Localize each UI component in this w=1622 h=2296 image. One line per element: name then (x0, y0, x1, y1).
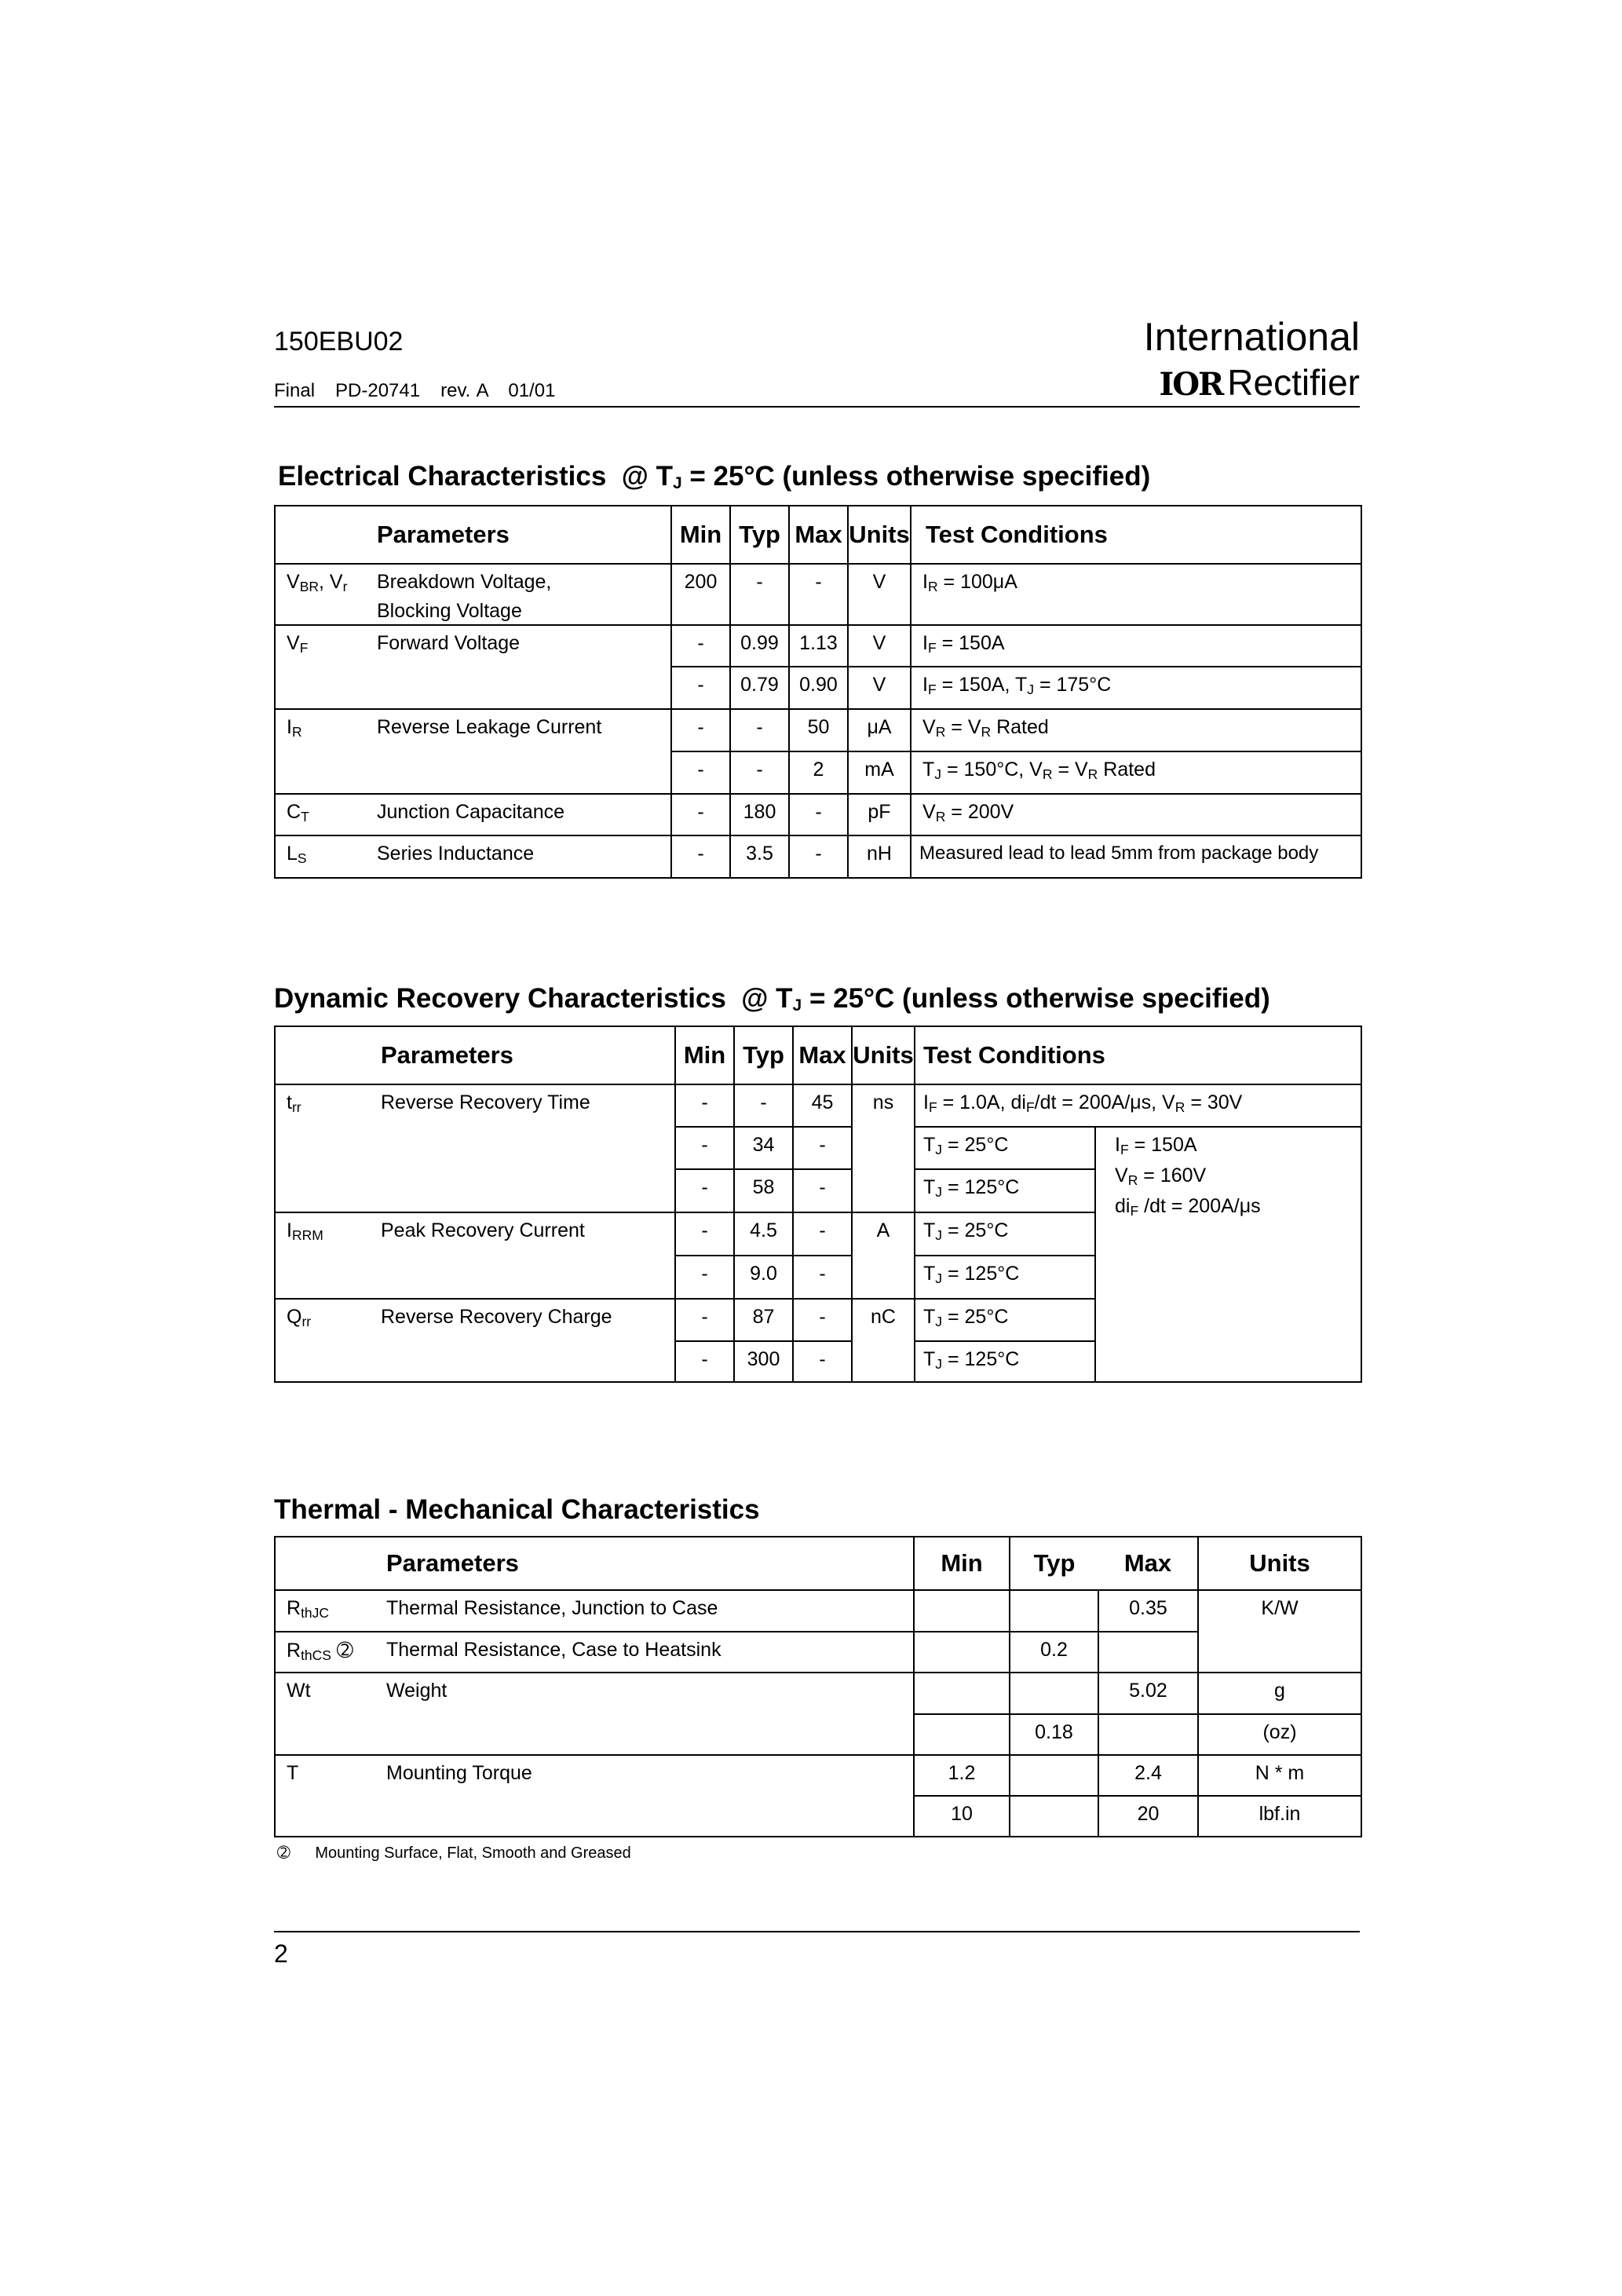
symbol-irrm: $I_{RRM}$ (275, 1212, 381, 1256)
part-number: 150EBU02 (274, 327, 404, 356)
table-row: 10 20 lbf.in (275, 1796, 1361, 1837)
header-rule (274, 406, 1360, 408)
logo-rectifier (1159, 361, 1360, 404)
logo-rectifier-text: Rectifier (1227, 362, 1360, 403)
thermal-title: Thermal - Mechanical Characteristics (274, 1494, 760, 1525)
table-header-row: Parameters Min Typ Max Units Test Conditions (275, 1026, 1361, 1084)
col-test-conditions: Test Conditions (911, 506, 1361, 564)
symbol-ls: $L_S$ (275, 835, 377, 878)
table-row: $I_{RRM}$ Peak Recovery Current - 4.5 - A $T_J = 25^\circ C$ (275, 1212, 1361, 1256)
thermal-table (274, 1536, 1362, 1837)
table-row: 0.18 (oz) (275, 1714, 1361, 1755)
table-header-row (275, 506, 1361, 564)
symbol-trr: $t_{rr}$ (275, 1084, 381, 1127)
footnote-text: Mounting Surface, Flat, Smooth and Greased (315, 1844, 631, 1862)
table-row: $L_S$ Series Inductance - 3.5 - nH Measured lead to lead 5mm from package body (275, 835, 1361, 878)
col-max: Max (789, 506, 848, 564)
table-header-row: Parameters Min Typ Max Units (275, 1537, 1361, 1590)
electrical-title: Electrical Characteristics @ $T_J = 25^\circ C$ (unless otherwise specified) (278, 461, 1151, 492)
param-breakdown: Breakdown Voltage, Blocking Voltage (377, 564, 671, 625)
table-row: $C_T$ Junction Capacitance - 180 - pF $V_R = 200V$ (275, 794, 1361, 835)
table-row: $V_{BR}$, $V_r$ Breakdown Voltage, Blocking Voltage 200 - - V $I_R = 100\mu A$ (275, 564, 1361, 625)
dynamic-table (274, 1026, 1362, 1383)
col-min: Min (671, 506, 730, 564)
table-row: $Q_{rr}$ Reverse Recovery Charge - 87 - nC $T_J = 25^\circ C$ (275, 1299, 1361, 1341)
footnote (277, 1843, 631, 1863)
logo-international: International (1143, 315, 1360, 359)
dynamic-title: Dynamic Recovery Characteristics @ $T_J = 25^\circ C$ (unless otherwise specified) (274, 983, 1270, 1015)
symbol-vbr: $V_{BR}$, $V_r$ (275, 564, 377, 625)
col-parameters: Parameters (377, 506, 671, 564)
electrical-table (274, 505, 1362, 879)
table-row: - 300 - $T_J = 125^\circ C$ (275, 1341, 1361, 1382)
table-row: $V_F$ Forward Voltage - 0.99 1.13 V $I_F = 150A$ (275, 625, 1361, 667)
cond-ir: $I_R = 100\mu A$ (911, 564, 1361, 625)
table-row: - 58 - $T_J = 125^\circ C$ (275, 1169, 1361, 1212)
table-row: - 0.79 0.90 V $I_F = 150A$, $T_J = 175^\circ C$ (275, 667, 1361, 709)
table-row: - 34 - $T_J = 25^\circ C$ $I_F = 150A$ $V_R = 160V$ $di_F$ /dt = 200A/μs (275, 1127, 1361, 1169)
table-row: Wt Weight 5.02 g (275, 1673, 1361, 1714)
symbol-ir: $I_R$ (275, 709, 377, 751)
table-row: T Mounting Torque 1.2 2.4 N * m (275, 1755, 1361, 1796)
page-number: 2 (274, 1940, 288, 1968)
footnote-mark: ➁ (277, 1844, 290, 1862)
table-row: - - 2 mA $T_J = 150^\circ C$, $V_R = V_R$ Rated (275, 751, 1361, 794)
table-row: $R_{thCS}$ ➁ Thermal Resistance, Case to Heatsink 0.2 (275, 1632, 1361, 1673)
col-typ: Typ (730, 506, 789, 564)
symbol-qrr: $Q_{rr}$ (275, 1299, 381, 1341)
table-row: $R_{thJC}$ Thermal Resistance, Junction to Case 0.35 K/W (275, 1590, 1361, 1632)
col-units: Units (848, 506, 911, 564)
table-row: $I_R$ Reverse Leakage Current - - 50 μA $V_R = V_R$ Rated (275, 709, 1361, 751)
symbol-ct: $C_T$ (275, 794, 377, 835)
table-row: $t_{rr}$ Reverse Recovery Time - - 45 ns $I_F = 1.0A$, $di_F/dt = 200A/\mu s$, $V_R = 30V$ (275, 1084, 1361, 1127)
revision-line: Final PD-20741 rev. A 01/01 (274, 380, 556, 401)
side-conditions: $I_F = 150A$ $V_R = 160V$ $di_F$ /dt = 200A/μs (1095, 1127, 1361, 1382)
symbol-vf: $V_F$ (275, 625, 377, 667)
table-row: - 9.0 - $T_J = 125^\circ C$ (275, 1256, 1361, 1299)
ior-logo-mark: IOR (1159, 366, 1223, 403)
symbol-rthjc: $R_{thJC}$ (275, 1590, 386, 1632)
symbol-rthcs: $R_{thCS}$ ➁ (275, 1632, 386, 1673)
footer-rule (274, 1931, 1360, 1932)
